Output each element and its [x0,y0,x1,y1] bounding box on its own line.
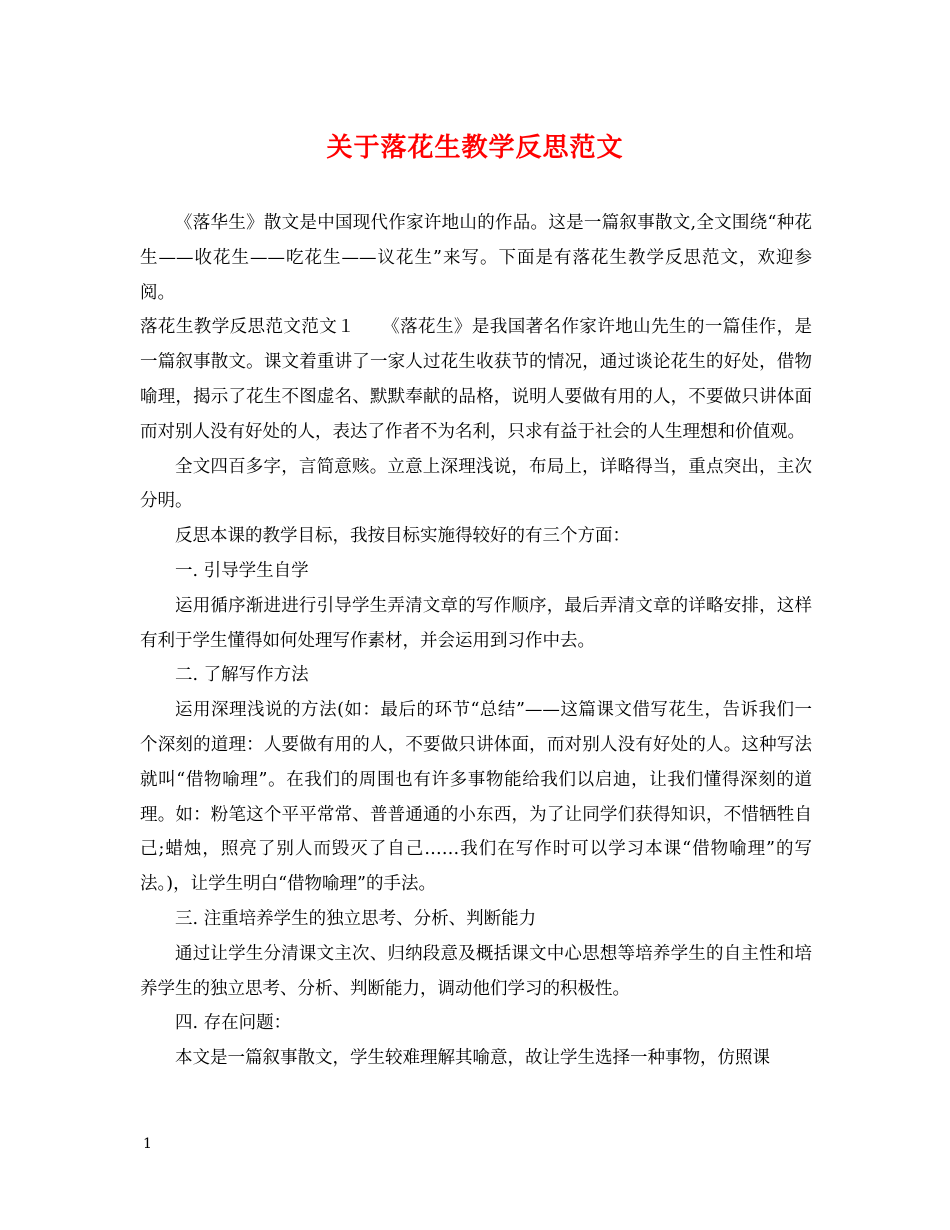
page-number: 1 [143,1136,152,1152]
paragraph: 《落华生》散文是中国现代作家许地山的作品。这是一篇叙事散文,全文围绕“种花生——收花生——吃花生——议花生”来写。下面是有落花生教学反思范文，欢迎参阅。 [140,213,812,303]
paragraph: 反思本课的教学目标，我按目标实施得较好的有三个方面： [175,526,630,547]
paragraph: 全文四百多字，言简意赅。立意上深理浅说，布局上，详略得当，重点突出，主次分明。 [140,456,812,512]
section-heading: 二. 了解写作方法 [175,665,309,686]
paragraph: 通过让学生分清课文主次、归纳段意及概括课文中心思想等培养学生的自主性和培养学生的独立思考、分析、判断能力，调动他们学习的积极性。 [140,943,812,999]
paragraph: 运用循序渐进进行引导学生弄清文章的写作顺序，最后弄清文章的详略安排，这样有利于学生懂得如何处理写作素材，并会运用到习作中去。 [140,595,812,651]
document-title: 关于落花生教学反思范文 [326,133,624,163]
paragraph: 落花生教学反思范文范文１ 《落花生》是我国著名作家许地山先生的一篇佳作，是一篇叙事散文。课文着重讲了一家人过花生收获节的情况，通过谈论花生的好处，借物喻理，揭示了花生不图虚名、默默奉献的品格，说明人要做有用的人，不要做只讲体面而对别人没有好处的人，表达了作者不为名利，只求有益于社会的人生理想和价值观。 [140,317,812,442]
section-heading: 一. 引导学生自学 [175,560,309,581]
paragraph: 本文是一篇叙事散文，学生较难理解其喻意，故让学生选择一种事物，仿照课 [175,1048,770,1069]
section-heading: 四. 存在问题： [175,1013,292,1034]
paragraph: 运用深理浅说的方法(如：最后的环节“总结”——这篇课文借写花生，告诉我们一个深刻的道理：人要做有用的人，不要做只讲体面，而对别人没有好处的人。这种写法就叫“借物喻理”。在我们的周围也有许多事物能给我们以启迪，让我们懂得深刻的道理。如：粉笔这个平平常常、普普通通的小东西，为了让同学们获得知识，不惜牺牲自己;蜡烛，照亮了别人而毁灭了自己……我们在写作时可以学习本课“借物喻理”的写法。)，让学生明白“借物喻理”的手法。 [140,700,812,895]
section-heading: 三. 注重培养学生的独立思考、分析、判断能力 [175,908,537,929]
document-body [140,206,812,1076]
